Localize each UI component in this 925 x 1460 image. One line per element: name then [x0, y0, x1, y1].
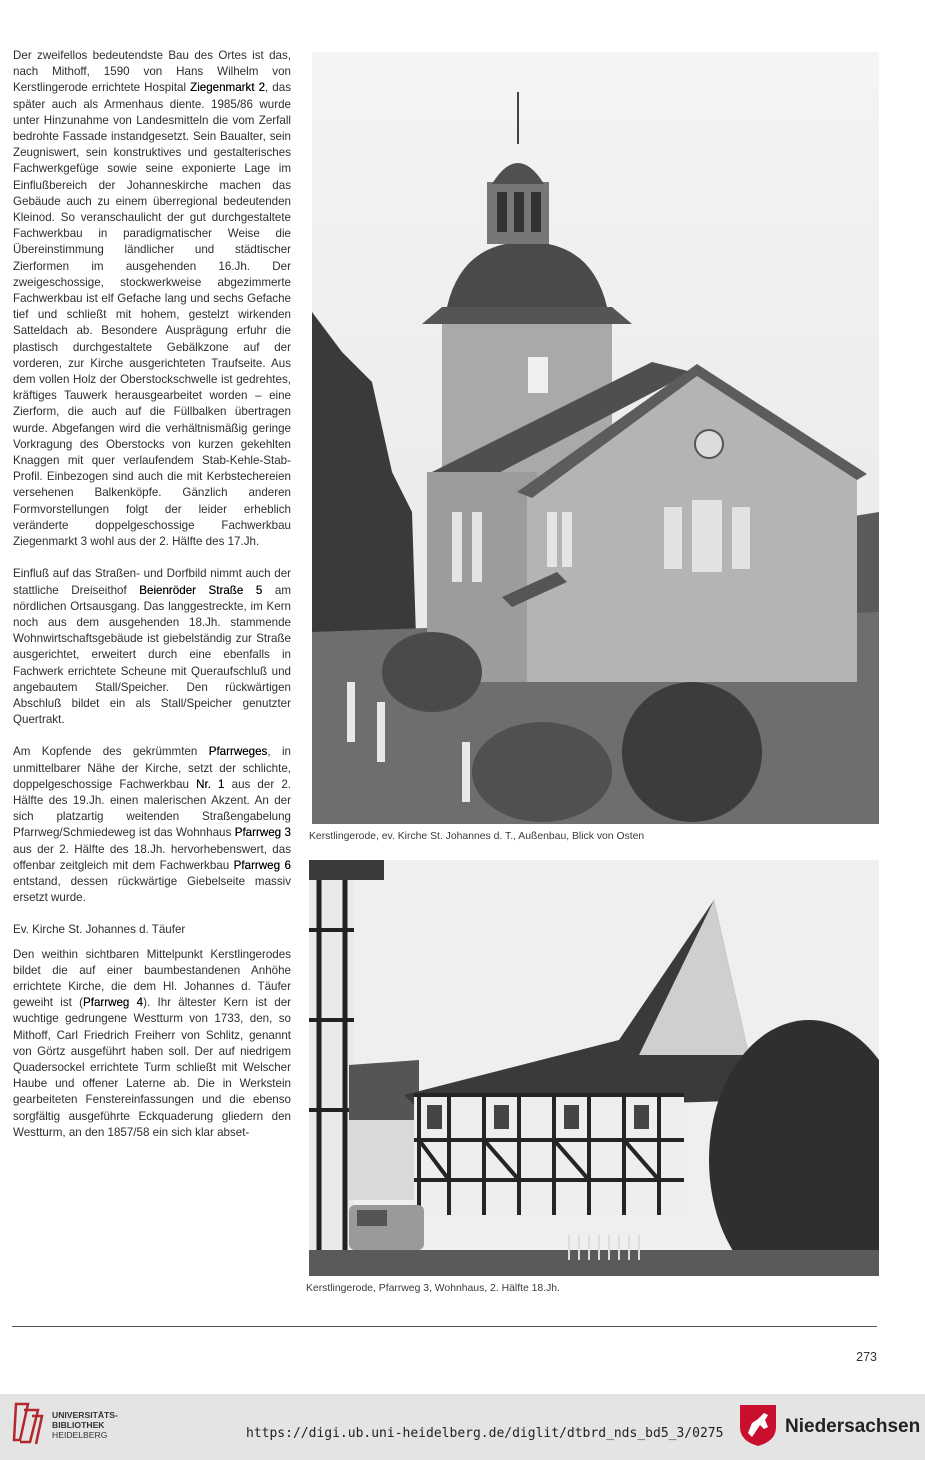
address-highlight: Nr. 1 [196, 777, 225, 791]
page-number: 273 [856, 1350, 877, 1364]
house-illustration [309, 860, 879, 1276]
library-name-line3: HEIDELBERG [52, 1430, 108, 1440]
church-photo [312, 52, 879, 824]
footer-bar [0, 1394, 925, 1460]
church-caption: Kerstlingerode, ev. Kirche St. Johannes d. T., Außenbau, Blick von Osten [309, 831, 645, 842]
text-run: Am Kopfende des gekrümmten [13, 745, 209, 759]
text-run: Den weithin sichtbaren Mittelpunkt Kerstlingerodes bildet die auf einer baumbestandenen Anhöhe errichtete Kirche, die dem Hl. Johannes d. Täufer geweiht ist ( [13, 947, 291, 1010]
house-caption: Kerstlingerode, Pfarrweg 3, Wohnhaus, 2. Hälfte 18.Jh. [306, 1283, 560, 1294]
address-highlight: Ziegenmarkt 2 [190, 81, 266, 95]
text-run: aus der 2. Hälfte des 19.Jh. einen malerischen Akzent. An der sich platzartig weitenden Straßengabelung Pfarrweg/Schmiedeweg ist das Wohnhaus [13, 777, 291, 840]
paragraph-beienroeder [13, 566, 291, 728]
section-heading: Ev. Kirche St. Johannes d. Täufer [13, 923, 186, 937]
text-run: , in unmittelbarer Nähe der Kirche, setzt der schlichte, doppelgeschossige Fachwerkbau [13, 745, 291, 791]
footer-rule [12, 1326, 877, 1327]
address-highlight: Pfarrweg 6 [233, 858, 291, 872]
library-logo-icon[interactable] [10, 1400, 46, 1451]
niedersachsen-horse-icon[interactable] [738, 1403, 778, 1452]
text-run: ). Ihr ältester Kern ist der wuchtige gedrungene Westturm von 1733, den, so Mithoff, Carl Friedrich Freiherr von Schlitz, genannt von Görtz ausgeführt haben soll. Der auf niedrigem Quadersockel errichtete Turm schließt mit Welscher Haube und offener Laterne ab. Die in Werkstein gearbeiteten Fenstereinfassungen und die ebenso sorgfältig ausgeführte Eckquaderung gliedern den Westturm, an den 1857/58 ein sich klar abset- [13, 996, 291, 1139]
text-run: , das später auch als Armenhaus diente. 1985/86 wurde unter Hinzunahme von Landesmitteln die vom Zerfall bedrohte Fassade instandgesetzt. Sein Baualter, sein Zeugniswert, sein konstruktives und gestalterisches Fachwerkgefüge sowie seine exponierte Lage im Einflußbereich der Johanneskirche machen das Gebäude auch zu einem überregional bedeutenden Kleinod. So veranschaulicht der gut durchgestaltete Fachwerkbau in paradigmatischer Weise die Übereinstimmung ländlicher und städtischer Zierformen im ausgehenden 16.Jh. Der zweigeschossige, stockwerkweise abgezimmerte Fachwerkbau ist elf Gefache lang und sechs Gefache tief und schließt mit hohem, gestelzt wirkenden Satteldach ab. Besondere Ausprägung erfuhr die plastisch durchgestaltete Gebälkzone auf der vorderen, zur Kirche ausgerichteten Traufseite. Aus dem vollen Holz der Oberstockschwelle ist gedrehtes, kräftiges Tauwerk herausgearbeitet worden – eine Zierform, die auch auf die Füllbalken übertragen wurde. Abgefangen wird die verhältnismäßig geringe Vorkragung des Oberstocks von kurzen gekehlten Knaggen mit quer verlaufendem Stab-Kehle-Stab-Profil. Einbezogen sind auch die mit Kerbstechereien versehenen Balkenköpfe. Gänzlich anderen Formvorstellungen folgt der leider erheblich veränderte doppelgeschossige Fachwerkbau Ziegenmarkt 3 wohl aus der 2. Hälfte des 17.Jh. [13, 81, 292, 549]
text-column [13, 48, 291, 1157]
document-url[interactable]: https://digi.ub.uni-heidelberg.de/diglit/dtbrd_nds_bd5_3/0275 [246, 1426, 724, 1441]
address-highlight: Beienröder Straße 5 [139, 583, 263, 597]
paragraph-ziegenmarkt [13, 48, 291, 550]
library-name-line2: BIBLIOTHEK [52, 1420, 105, 1430]
text-run: Der zweifellos bedeutendste Bau des Ortes ist das, nach Mithoff, 1590 von Hans Wilhelm von Kerstlingerode errichtete Hospital [13, 49, 291, 95]
paragraph-kirche [13, 947, 291, 1141]
library-name[interactable] [52, 1410, 118, 1440]
text-run: aus der 2. Hälfte des 18.Jh. hervorhebenswert, das offenbar zeitgleich mit dem Fachwerkbau [13, 842, 291, 872]
state-name[interactable]: Niedersachsen [785, 1416, 921, 1437]
library-name-line1: UNIVERSITÄTS- [52, 1410, 118, 1420]
paragraph-pfarrweg [13, 744, 291, 906]
address-highlight: Pfarrweg 3 [234, 826, 292, 840]
house-photo [309, 860, 879, 1276]
text-run: Einfluß auf das Straßen- und Dorfbild nimmt auch der stattliche Dreiseithof [13, 567, 291, 597]
church-illustration [312, 52, 879, 824]
text-run: entstand, dessen rückwärtige Giebelseite massiv ersetzt wurde. [13, 874, 291, 905]
address-highlight: Pfarrweges [208, 745, 268, 759]
address-highlight: Pfarrweg 4 [82, 996, 144, 1010]
text-run: am nördlichen Ortsausgang. Das langgestreckte, im Kern noch aus dem ausgehenden 18.Jh. stammende Wohnwirtschaftsgebäude ist giebelständig zur Straße ausgerichtet, erweitert durch eine ebenfalls in Fachwerk errichtete Scheune mit Queraufschluß und angebautem Stall/Speicher. Den rückwärtigen Abschluß bildet ein als Stall/Speicher genutzter Quertrakt. [13, 583, 291, 727]
